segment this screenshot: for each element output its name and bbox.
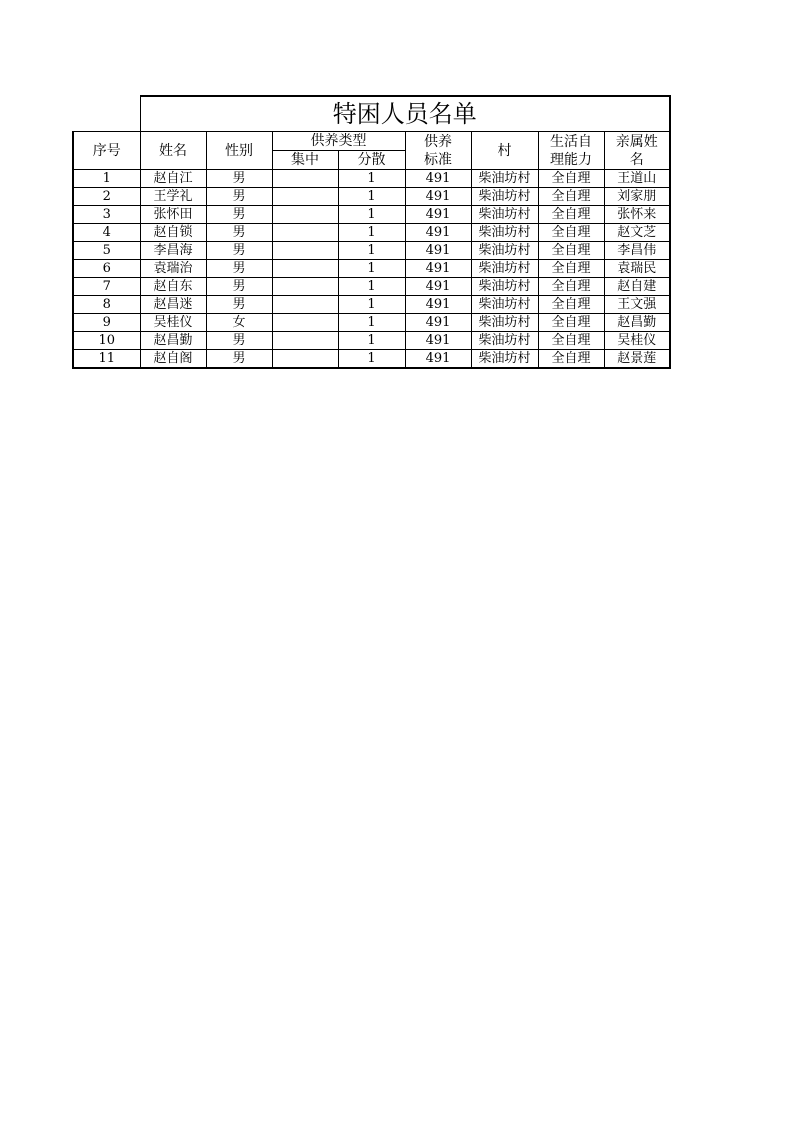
cell-standard: 491 (405, 206, 471, 224)
cell-self-care: 全自理 (538, 188, 604, 206)
cell-dispersed: 1 (338, 296, 405, 314)
cell-dispersed: 1 (338, 332, 405, 350)
cell-name: 李昌海 (140, 242, 206, 260)
cell-standard: 491 (405, 260, 471, 278)
cell-dispersed: 1 (338, 170, 405, 188)
cell-name: 赵自东 (140, 278, 206, 296)
cell-seq: 11 (73, 350, 140, 369)
title-spacer-cell (73, 96, 140, 132)
cell-seq: 7 (73, 278, 140, 296)
cell-centralized (272, 188, 338, 206)
cell-standard: 491 (405, 242, 471, 260)
cell-seq: 10 (73, 332, 140, 350)
cell-relative: 王文强 (604, 296, 670, 314)
cell-seq: 9 (73, 314, 140, 332)
table-row (73, 170, 670, 188)
cell-name: 赵自锁 (140, 224, 206, 242)
header-seq: 序号 (73, 132, 140, 170)
cell-seq: 1 (73, 170, 140, 188)
cell-standard: 491 (405, 296, 471, 314)
cell-village: 柴油坊村 (471, 314, 538, 332)
cell-relative: 赵自建 (604, 278, 670, 296)
cell-dispersed: 1 (338, 224, 405, 242)
cell-self-care: 全自理 (538, 170, 604, 188)
header-dispersed: 分散 (338, 151, 405, 170)
cell-village: 柴油坊村 (471, 224, 538, 242)
cell-gender: 女 (206, 314, 272, 332)
table-row (73, 350, 670, 369)
cell-name: 赵自阁 (140, 350, 206, 369)
cell-dispersed: 1 (338, 278, 405, 296)
header-self-care: 生活自 理能力 (538, 132, 604, 170)
cell-relative: 李昌伟 (604, 242, 670, 260)
roster-table (72, 95, 671, 369)
cell-centralized (272, 296, 338, 314)
cell-gender: 男 (206, 224, 272, 242)
cell-name: 吴桂仪 (140, 314, 206, 332)
cell-name: 赵昌迷 (140, 296, 206, 314)
cell-centralized (272, 278, 338, 296)
cell-seq: 3 (73, 206, 140, 224)
header-row-1 (73, 132, 670, 151)
cell-name: 张怀田 (140, 206, 206, 224)
cell-relative: 赵文芝 (604, 224, 670, 242)
cell-relative: 吴桂仪 (604, 332, 670, 350)
cell-centralized (272, 224, 338, 242)
cell-gender: 男 (206, 278, 272, 296)
cell-seq: 8 (73, 296, 140, 314)
cell-self-care: 全自理 (538, 260, 604, 278)
header-village: 村 (471, 132, 538, 170)
cell-seq: 5 (73, 242, 140, 260)
cell-centralized (272, 206, 338, 224)
cell-centralized (272, 332, 338, 350)
cell-dispersed: 1 (338, 206, 405, 224)
cell-name: 袁瑞治 (140, 260, 206, 278)
cell-self-care: 全自理 (538, 332, 604, 350)
cell-relative: 刘家朋 (604, 188, 670, 206)
header-name: 姓名 (140, 132, 206, 170)
cell-standard: 491 (405, 224, 471, 242)
table-row (73, 224, 670, 242)
cell-standard: 491 (405, 332, 471, 350)
cell-village: 柴油坊村 (471, 278, 538, 296)
cell-gender: 男 (206, 296, 272, 314)
header-standard: 供养 标准 (405, 132, 471, 170)
cell-relative: 赵景莲 (604, 350, 670, 369)
cell-name: 赵昌勤 (140, 332, 206, 350)
cell-standard: 491 (405, 188, 471, 206)
header-relative: 亲属姓 名 (604, 132, 670, 170)
cell-relative: 赵昌勤 (604, 314, 670, 332)
table-row (73, 206, 670, 224)
cell-centralized (272, 350, 338, 369)
cell-relative: 袁瑞民 (604, 260, 670, 278)
cell-relative: 张怀来 (604, 206, 670, 224)
cell-gender: 男 (206, 206, 272, 224)
cell-self-care: 全自理 (538, 242, 604, 260)
cell-gender: 男 (206, 242, 272, 260)
cell-self-care: 全自理 (538, 350, 604, 369)
table-row (73, 314, 670, 332)
cell-village: 柴油坊村 (471, 188, 538, 206)
cell-village: 柴油坊村 (471, 170, 538, 188)
cell-standard: 491 (405, 314, 471, 332)
cell-dispersed: 1 (338, 314, 405, 332)
cell-village: 柴油坊村 (471, 260, 538, 278)
cell-name: 王学礼 (140, 188, 206, 206)
cell-standard: 491 (405, 350, 471, 369)
cell-village: 柴油坊村 (471, 242, 538, 260)
cell-self-care: 全自理 (538, 278, 604, 296)
table-row (73, 296, 670, 314)
header-support-type: 供养类型 (272, 132, 405, 151)
cell-gender: 男 (206, 350, 272, 369)
cell-dispersed: 1 (338, 350, 405, 369)
table-row (73, 260, 670, 278)
table-title: 特困人员名单 (140, 96, 670, 132)
cell-name: 赵自江 (140, 170, 206, 188)
cell-village: 柴油坊村 (471, 296, 538, 314)
cell-seq: 6 (73, 260, 140, 278)
cell-village: 柴油坊村 (471, 332, 538, 350)
cell-gender: 男 (206, 260, 272, 278)
cell-seq: 4 (73, 224, 140, 242)
cell-self-care: 全自理 (538, 296, 604, 314)
cell-village: 柴油坊村 (471, 350, 538, 369)
cell-centralized (272, 314, 338, 332)
cell-dispersed: 1 (338, 242, 405, 260)
cell-standard: 491 (405, 170, 471, 188)
cell-relative: 王道山 (604, 170, 670, 188)
cell-gender: 男 (206, 170, 272, 188)
table-row (73, 188, 670, 206)
cell-standard: 491 (405, 278, 471, 296)
cell-gender: 男 (206, 188, 272, 206)
header-centralized: 集中 (272, 151, 338, 170)
cell-centralized (272, 260, 338, 278)
cell-centralized (272, 242, 338, 260)
table-row (73, 332, 670, 350)
cell-gender: 男 (206, 332, 272, 350)
cell-dispersed: 1 (338, 260, 405, 278)
cell-seq: 2 (73, 188, 140, 206)
table-row (73, 278, 670, 296)
title-row (73, 96, 670, 132)
cell-centralized (272, 170, 338, 188)
header-gender: 性别 (206, 132, 272, 170)
cell-self-care: 全自理 (538, 314, 604, 332)
cell-self-care: 全自理 (538, 206, 604, 224)
cell-village: 柴油坊村 (471, 206, 538, 224)
cell-dispersed: 1 (338, 188, 405, 206)
table-row (73, 242, 670, 260)
cell-self-care: 全自理 (538, 224, 604, 242)
